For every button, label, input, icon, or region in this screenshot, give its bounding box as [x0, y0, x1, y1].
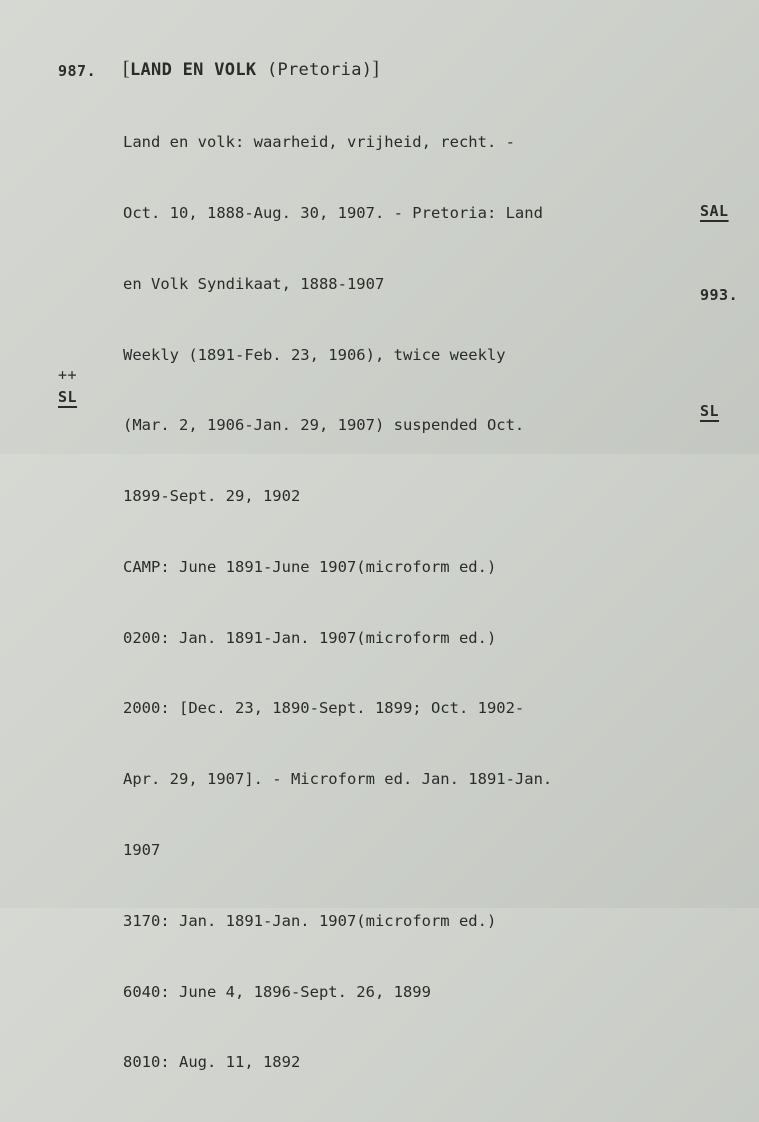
entry-line: Land en volk: waarheid, vrijheid, recht. -: [123, 133, 515, 152]
entry-number: 987.: [58, 62, 97, 80]
margin-sl-right: SL: [700, 402, 720, 420]
title-place: (Pretoria): [266, 60, 373, 80]
margin-sal: SAL: [700, 202, 729, 220]
entry-line: CAMP: June 1891-June 1907(microform ed.): [123, 557, 497, 576]
entry-line: 8010: Aug. 11, 1892: [123, 1053, 301, 1072]
entry-line: 0200: Jan. 1891-Jan. 1907(microform ed.): [123, 628, 497, 647]
title-heading: LAND EN VOLK: [129, 60, 257, 80]
next-entry-number: 993.: [700, 286, 739, 304]
entry-line: 6040: June 4, 1896-Sept. 26, 1899: [123, 982, 431, 1001]
margin-plus-mark: ++: [58, 366, 78, 384]
entry-line: 3170: Jan. 1891-Jan. 1907(microform ed.): [123, 911, 497, 930]
entry-line: en Volk Syndikaat, 1888-1907: [123, 274, 385, 293]
entry-body: [123, 84, 552, 1122]
entry-line: (Mar. 2, 1906-Jan. 29, 1907) suspended Oct.: [123, 416, 525, 435]
title-close-bracket: ]: [372, 58, 380, 80]
entry-line: 2000: [Dec. 23, 1890-Sept. 1899; Oct. 1902-: [123, 699, 525, 718]
entry-line: 1899-Sept. 29, 1902: [123, 487, 301, 506]
entry-line: 1907: [123, 841, 161, 859]
title-open-bracket: [: [123, 58, 130, 80]
entry-line: Apr. 29, 1907]. - Microform ed. Jan. 1891-Jan.: [123, 770, 553, 789]
margin-sl-left: SL: [58, 388, 78, 406]
entry-title: [123, 58, 379, 81]
entry-line: Weekly (1891-Feb. 23, 1906), twice weekly: [123, 345, 506, 364]
entry-line: Oct. 10, 1888-Aug. 30, 1907. - Pretoria: Land: [123, 203, 543, 222]
